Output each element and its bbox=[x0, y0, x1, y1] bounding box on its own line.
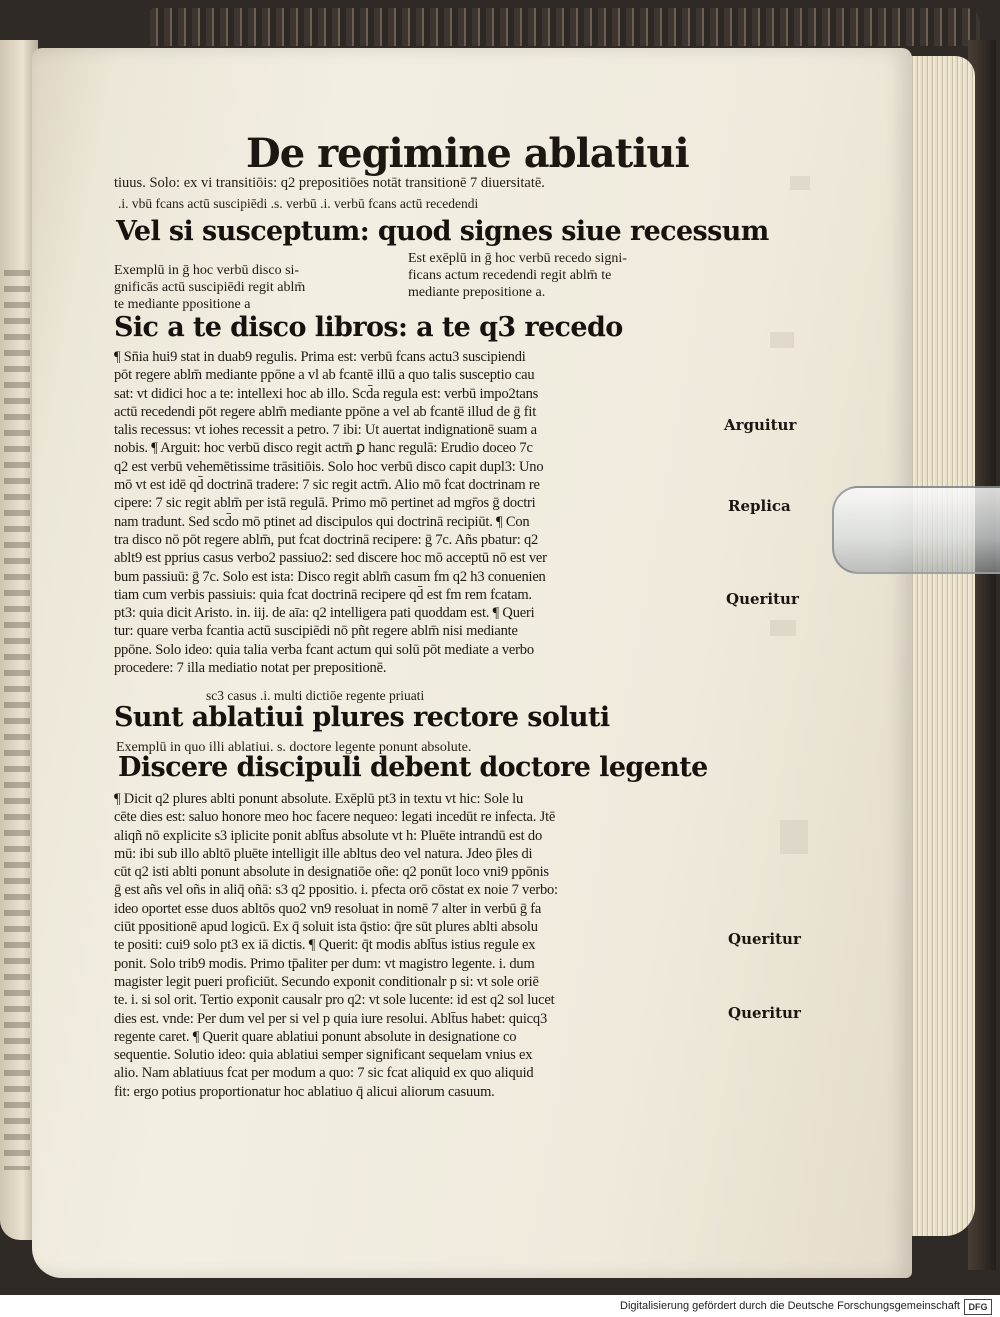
example-left-column bbox=[114, 262, 305, 313]
commentary-line: te. i. si sol orit. Tertio exponit causalr pro q2: vt sole lucente: id est q2 sol lucet bbox=[114, 992, 555, 1009]
bleed-through-mark bbox=[790, 176, 810, 190]
commentary-line: aliqñ nō explicite s3 iplicite ponit ablt̄us absolute vt h: Pluēte intrandū est do bbox=[114, 827, 542, 844]
funding-credit: Digitalisierung gefördert durch die Deutsche Forschungsgemeinschaft bbox=[620, 1300, 960, 1312]
facing-page-text bbox=[4, 270, 30, 1170]
commentary-line: sequentie. Solutio ideo: quia ablatiui semper significant sequelam vnius ex bbox=[114, 1047, 533, 1064]
commentary-line: tiam cum verbis passiuis: quia fcat doctrinā recipere qd̄ est fm rem fcatam. bbox=[114, 586, 532, 603]
commentary-line: pt3: quia dicit Aristo. in. iij. de aīa: q2 intelligera pati quoddam est. ¶ Queri bbox=[114, 605, 535, 622]
commentary-line: ḡ est añs vel oñs in aliq̄ oñā: s3 q2 ppositio. i. pfecta orō cōstat ex noie 7 verbo: bbox=[114, 882, 558, 899]
example-right-column bbox=[408, 250, 627, 301]
commentary-line: pōt regere ablm̄ mediante ppōne a vl ab fcantē illū a quo talis susceptio cau bbox=[114, 367, 535, 384]
bleed-through-mark bbox=[770, 332, 794, 348]
commentary-line: ablt9 est pprius casus verbo2 passiuo2: sed discere hoc mō acceptū nō est ver bbox=[114, 550, 547, 567]
margin-note-queritur: Queritur bbox=[726, 590, 799, 608]
commentary-line: regente caret. ¶ Querit quare ablatiui ponunt absolute in designatione co bbox=[114, 1028, 517, 1045]
commentary-line: ppōne. Solo ideo: quia talia verba fcant actum qui solū pōt mediate a verbo bbox=[114, 641, 534, 658]
example-left-line: Exemplū in ḡ hoc verbū disco si- bbox=[114, 263, 300, 278]
interlinear-gloss-3: sc3 casus .i. multi dictiōe regente priuati bbox=[206, 688, 425, 703]
bleed-through-mark bbox=[770, 620, 796, 636]
commentary-line: cūt q2 isti ablti ponunt absolute in designatiōe oñe: q2 ponūt loco vni9 ppōnis bbox=[114, 864, 549, 881]
commentary-line: mū: ibi sub illo abltō pluēte intelligit ille abltus deo vel natura. Jdeo p̄les di bbox=[114, 845, 533, 862]
margin-note-replica: Replica bbox=[728, 497, 791, 515]
commentary-line: tra disco nō pōt regere ablm̄, put fcat doctrinā recipere: ḡ 7c. Añs pbatur: q2 bbox=[114, 531, 539, 548]
running-title: De regimine ablatiui bbox=[246, 130, 689, 177]
commentary-line: talis recessus: vt iohes recessit a petro. 7 ibi: Ut auertat indignationē suam a bbox=[114, 422, 537, 439]
book-top-edge bbox=[150, 8, 980, 46]
commentary-line: cēte dies est: saluo honore meo hoc facere nequeo: legati incedūt re infecta. Jtē bbox=[114, 809, 556, 826]
commentary-line: actū recedendi pōt regere ablm̄ mediante ppōne a vel ab fcantē illud de ḡ fit bbox=[114, 403, 537, 420]
page-clip bbox=[832, 486, 1000, 574]
verse-line-3: Sunt ablatiui plures rectore soluti bbox=[114, 702, 610, 733]
example-left-line: gnificās actū suscipiēdi regit ablm̄ bbox=[114, 280, 306, 295]
interlinear-gloss-2: .i. vbū fcans actū suscipiēdi .s. verbū .i. verbū fcans actū recedendi bbox=[118, 196, 479, 211]
verse-line-2: Sic a te disco libros: a te q3 recedo bbox=[114, 312, 623, 343]
commentary-line: bum passiuū: ḡ 7c. Solo est ista: Disco regit ablm̄ casum fm q2 h3 conuenien bbox=[114, 568, 546, 585]
commentary-line: ¶ Dicit q2 plures ablti ponunt absolute. Exēplū pt3 in textu vt hic: Sole lu bbox=[114, 791, 523, 807]
commentary-line: q2 est verbū vehemētissime trāsitiōis. Solo hoc verbū disco capit dupl3: Uno bbox=[114, 458, 544, 475]
commentary-line: mō vt est idē qd̄ doctrinā tradere: 7 sic regit actm̄. Alio mō fcat doctrinam re bbox=[114, 477, 540, 494]
commentary-line: nobis. ¶ Arguit: hoc verbū disco regit actm̄ ꝑ hanc regulā: Erudio doceo 7c bbox=[114, 440, 533, 457]
commentary-line: cipere: 7 sic regit ablm̄ per istā regulā. Primo mō pertinet ad mgr̄os ḡ doctri bbox=[114, 495, 536, 512]
verse-line-4: Discere discipuli debent doctore legente bbox=[118, 752, 708, 783]
margin-note-queritur: Queritur bbox=[728, 1004, 801, 1022]
commentary-line: tur: quare verba fcantia actū suscipiēdi nō pñt regere ablm̄ nisi mediante bbox=[114, 623, 518, 640]
example-right-line: ficans actum recedendi regit ablm̄ te bbox=[408, 268, 612, 283]
commentary-block-1 bbox=[114, 348, 724, 677]
commentary-line: ciūt ppositionē apud logicū. Ex q̄ soluit ista q̄stio: q̄re sūt plures ablti absolu bbox=[114, 919, 538, 936]
commentary-line: magister legit pueri proficiūt. Secundo exponit conditionalr p si: vt sole oriē bbox=[114, 973, 539, 990]
commentary-line: dies est. vnde: Per dum vel per si vel p quia iure resolui. Ablt̄us habet: quicq3 bbox=[114, 1010, 548, 1027]
commentary-line: fit: ergo potius proportionatur hoc ablatiuo q̄ alicui aliorum casuum. bbox=[114, 1083, 495, 1100]
margin-note-arguitur: Arguitur bbox=[724, 416, 797, 434]
bleed-through-mark bbox=[780, 820, 808, 854]
commentary-line: procedere: 7 illa mediatio notat per prepositionē. bbox=[114, 660, 387, 677]
commentary-line: nam tradunt. Sed scd̄o mō ptinet ad discipulos qui doctrinā recipiūt. ¶ Con bbox=[114, 513, 530, 530]
commentary-line: te positi: cui9 solo pt3 ex iā dictis. ¶ Querit: q̄t modis ablt̄us istius regule ex bbox=[114, 937, 536, 954]
verse-line-1: Vel si susceptum: quod signes siue recessum bbox=[116, 216, 769, 247]
commentary-line: sat: vt didici hoc a te: intellexi hoc ab illo. Scd̄a regula est: verbū impo2tans bbox=[114, 385, 539, 402]
example-right-line: Est exēplū in ḡ hoc verbū recedo signi- bbox=[408, 251, 627, 266]
commentary-line: ponit. Solo trib9 modis. Primo tp̄aliter per dum: vt magistro legente. i. dum bbox=[114, 955, 535, 972]
page-fore-edge bbox=[905, 56, 975, 1236]
example-right-line: mediante prepositione a. bbox=[408, 285, 546, 300]
commentary-line: ideo oportet esse duos abltōs quo2 vn9 resoluat in nomē 7 alter in verbū ḡ fa bbox=[114, 900, 542, 917]
example-left-line: te mediante ppositione a bbox=[114, 297, 251, 312]
commentary-line: alio. Nam ablatiuus fcat per modum a quo: 7 sic fcat aliquid ex quo aliquid bbox=[114, 1065, 534, 1082]
margin-note-queritur: Queritur bbox=[728, 930, 801, 948]
example-line-3: Exemplū in quo illi ablatiui. s. doctore legente ponunt absolute. bbox=[116, 740, 472, 755]
commentary-block-2 bbox=[114, 790, 724, 1101]
commentary-line: ¶ Sn̄ia hui9 stat in duab9 regulis. Prima est: verbū fcans actu3 suscipiendi bbox=[114, 349, 526, 365]
interlinear-gloss-1: tiuus. Solo: ex vi transitiōis: q2 prepositiōes notāt transitionē 7 diuersitatē. bbox=[114, 175, 545, 191]
dfg-logo: DFG bbox=[964, 1299, 992, 1315]
